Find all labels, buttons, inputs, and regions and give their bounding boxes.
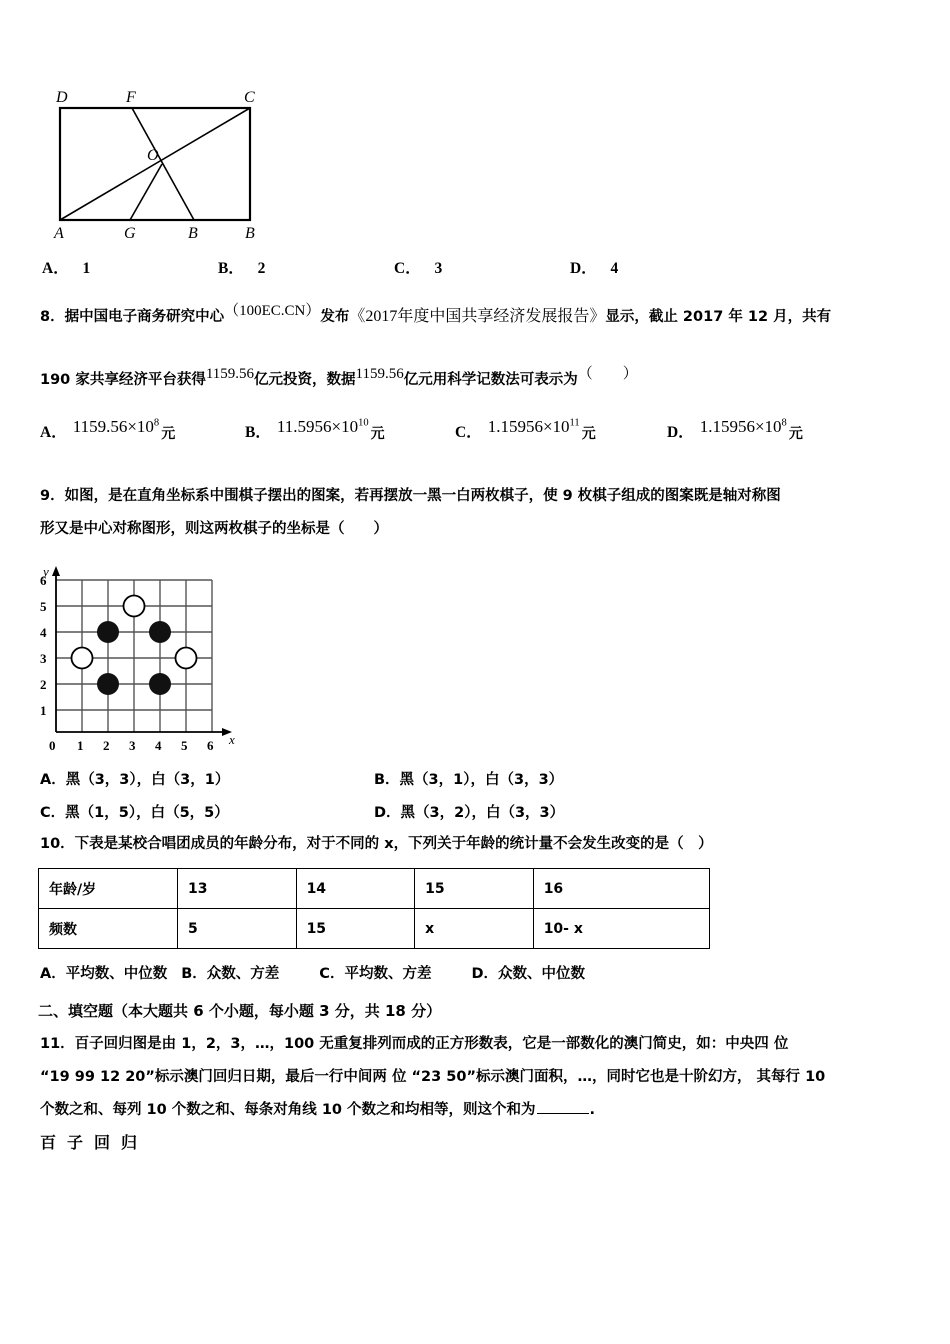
- q8-option-d-unit: 元: [788, 426, 803, 442]
- freq-cell-3: x: [415, 909, 534, 949]
- age-cell-3: 15: [415, 869, 534, 909]
- q8-option-a-value: $1159.56\times 10^8$: [72, 417, 160, 436]
- svg-text:F: F: [126, 89, 136, 106]
- svg-text:6: 6: [40, 573, 47, 588]
- svg-text:D: D: [56, 89, 68, 106]
- q8-option-b-label: B．: [245, 424, 271, 441]
- q8-option-a-label: A．: [40, 424, 67, 441]
- table-header-frequency: 频数: [39, 909, 178, 949]
- freq-cell-4: 10- x: [533, 909, 709, 949]
- q8-option-d-label: D．: [667, 424, 694, 441]
- svg-text:4: 4: [155, 738, 162, 753]
- q8-option-c-value: $1.15956\times 10^{11}$: [487, 417, 580, 436]
- svg-text:3: 3: [129, 738, 136, 753]
- q11-stem-line3: [40, 1102, 920, 1119]
- q8-options-row: [40, 417, 930, 443]
- section-two-heading: 二、填空题（本大题共 6 个小题，每小题 3 分，共 18 分）: [38, 1002, 442, 1020]
- q11-figure-caption: 百子回归: [40, 1133, 149, 1152]
- q9-option-d[interactable]: D．黑（3，2），白（3，3）: [374, 805, 565, 821]
- q8-option-b[interactable]: [245, 417, 455, 443]
- q8-stem-line1-part1: 8．据中国电子商务研究中心: [40, 309, 225, 325]
- age-cell-4: 16: [533, 869, 709, 909]
- svg-text:0: 0: [49, 738, 56, 753]
- svg-text:B: B: [245, 225, 255, 242]
- q7-option-b[interactable]: [218, 256, 394, 278]
- q8-option-c[interactable]: [455, 417, 667, 443]
- svg-text:A: A: [54, 225, 64, 242]
- q9-option-a[interactable]: A．黑（3，3），白（3，1）: [40, 772, 230, 788]
- svg-text:x: x: [229, 732, 235, 747]
- svg-text:4: 4: [40, 625, 47, 640]
- q8-option-a[interactable]: [40, 417, 245, 443]
- q7-option-d-value: 4: [610, 260, 619, 277]
- q7-option-a-value: 1: [82, 260, 91, 277]
- q8-stem-line1-part2: 发布: [320, 309, 350, 325]
- q8-option-b-value: $11.5956\times 10^{10}$: [276, 417, 369, 436]
- q11-stem-line3-period: .: [589, 1102, 596, 1118]
- svg-text:3: 3: [40, 651, 47, 666]
- svg-text:B: B: [188, 225, 198, 242]
- q10-option-d[interactable]: D．众数、中位数: [471, 966, 585, 982]
- q7-option-b-label: B．: [218, 260, 244, 277]
- rectangle-abcd-figure: [42, 78, 272, 243]
- age-cell-1: 13: [178, 869, 297, 909]
- q7-option-c[interactable]: [394, 256, 570, 278]
- q10-option-b[interactable]: B．众数、方差: [181, 966, 280, 982]
- q8-option-b-unit: 元: [370, 426, 385, 442]
- q8-stem-line2-part3: 亿元用科学记数法可表示为: [403, 372, 578, 388]
- q11-stem-line1: 11．百子回归图是由 1，2，3，…，100 无重复排列而成的正方形数表，它是一部数化的澳门简史，如：中央四 位: [40, 1036, 789, 1052]
- q10-options-row: [40, 962, 920, 983]
- q8-stem-superscript: （100EC.CN）: [224, 303, 321, 320]
- q8-stem-line1-part3: 显示，截止 2017 年 12 月，共有: [605, 309, 832, 325]
- svg-text:1: 1: [40, 703, 47, 718]
- table-row-age: [39, 869, 710, 909]
- q8-stem-line1: [40, 303, 920, 326]
- q7-option-d-label: D．: [570, 260, 597, 277]
- q10-option-a[interactable]: A．平均数、中位数: [40, 966, 168, 982]
- q9-option-b[interactable]: B．黑（3，1），白（3，3）: [374, 772, 564, 788]
- q8-stem-line2-part1: 190 家共享经济平台获得: [40, 372, 206, 388]
- q8-report-title: 《2017年度中国共享经济发展报告》: [349, 308, 606, 325]
- q7-option-b-value: 2: [257, 260, 266, 277]
- q10-option-c[interactable]: C．平均数、方差: [319, 966, 432, 982]
- table-row-frequency: [39, 909, 710, 949]
- q9-option-c[interactable]: C．黑（1，5），白（5，5）: [40, 805, 229, 821]
- svg-text:1: 1: [77, 738, 84, 753]
- q7-option-c-value: 3: [434, 260, 443, 277]
- q7-option-a[interactable]: [42, 256, 218, 278]
- svg-text:5: 5: [40, 599, 47, 614]
- svg-text:G: G: [124, 225, 136, 242]
- age-cell-2: 14: [296, 869, 415, 909]
- svg-text:O: O: [147, 147, 159, 164]
- q7-option-a-label: A．: [42, 260, 69, 277]
- q8-stem-line2-part2: 亿元投资，数据: [254, 372, 356, 388]
- q8-option-d[interactable]: [667, 417, 803, 443]
- q9-stem-line1: 9．如图，是在直角坐标系中围棋子摆出的图案，若再摆放一黑一白两枚棋子，使 9 枚棋子组成的图案既是轴对称图: [40, 488, 781, 504]
- table-header-age: 年龄/岁: [39, 869, 178, 909]
- svg-text:6: 6: [207, 738, 214, 753]
- go-stones-coordinate-figure: [26, 562, 246, 757]
- svg-text:2: 2: [40, 677, 47, 692]
- svg-text:C: C: [244, 89, 255, 106]
- age-frequency-table: [38, 868, 710, 949]
- q7-option-d[interactable]: [570, 256, 618, 278]
- q8-stem-line2: [40, 366, 920, 389]
- svg-text:y: y: [43, 564, 49, 579]
- svg-text:2: 2: [103, 738, 110, 753]
- svg-text:5: 5: [181, 738, 188, 753]
- q11-stem-line2: “19 99 12 20”标示澳门回归日期，最后一行中间两 位 “23 50”标示澳门面积，…，同时它也是十阶幻方， 其每行 10: [40, 1069, 826, 1085]
- q8-answer-paren: （ ）: [577, 366, 638, 383]
- freq-cell-2: 15: [296, 909, 415, 949]
- freq-cell-1: 5: [178, 909, 297, 949]
- q10-stem: 10．下表是某校合唱团成员的年龄分布，对于不同的 x，下列关于年龄的统计量不会发生改变的是（ ）: [40, 836, 713, 852]
- q8-option-c-unit: 元: [581, 426, 596, 442]
- q9-stem-line2: 形又是中心对称图形，则这两枚棋子的坐标是（ ）: [40, 521, 388, 537]
- q8-amount-2: 1159.56: [355, 366, 404, 383]
- q8-option-c-label: C．: [455, 424, 482, 441]
- q8-option-a-unit: 元: [161, 426, 176, 442]
- q11-answer-blank[interactable]: [537, 1113, 589, 1114]
- q8-option-d-value: $1.15956\times 10^8$: [699, 417, 787, 436]
- q7-option-c-label: C．: [394, 260, 421, 277]
- q7-options-row: [42, 256, 912, 278]
- q11-stem-line3-text: 个数之和、每列 10 个数之和、每条对角线 10 个数之和均相等，则这个和为: [40, 1102, 536, 1118]
- q8-amount-1: 1159.56: [205, 366, 255, 383]
